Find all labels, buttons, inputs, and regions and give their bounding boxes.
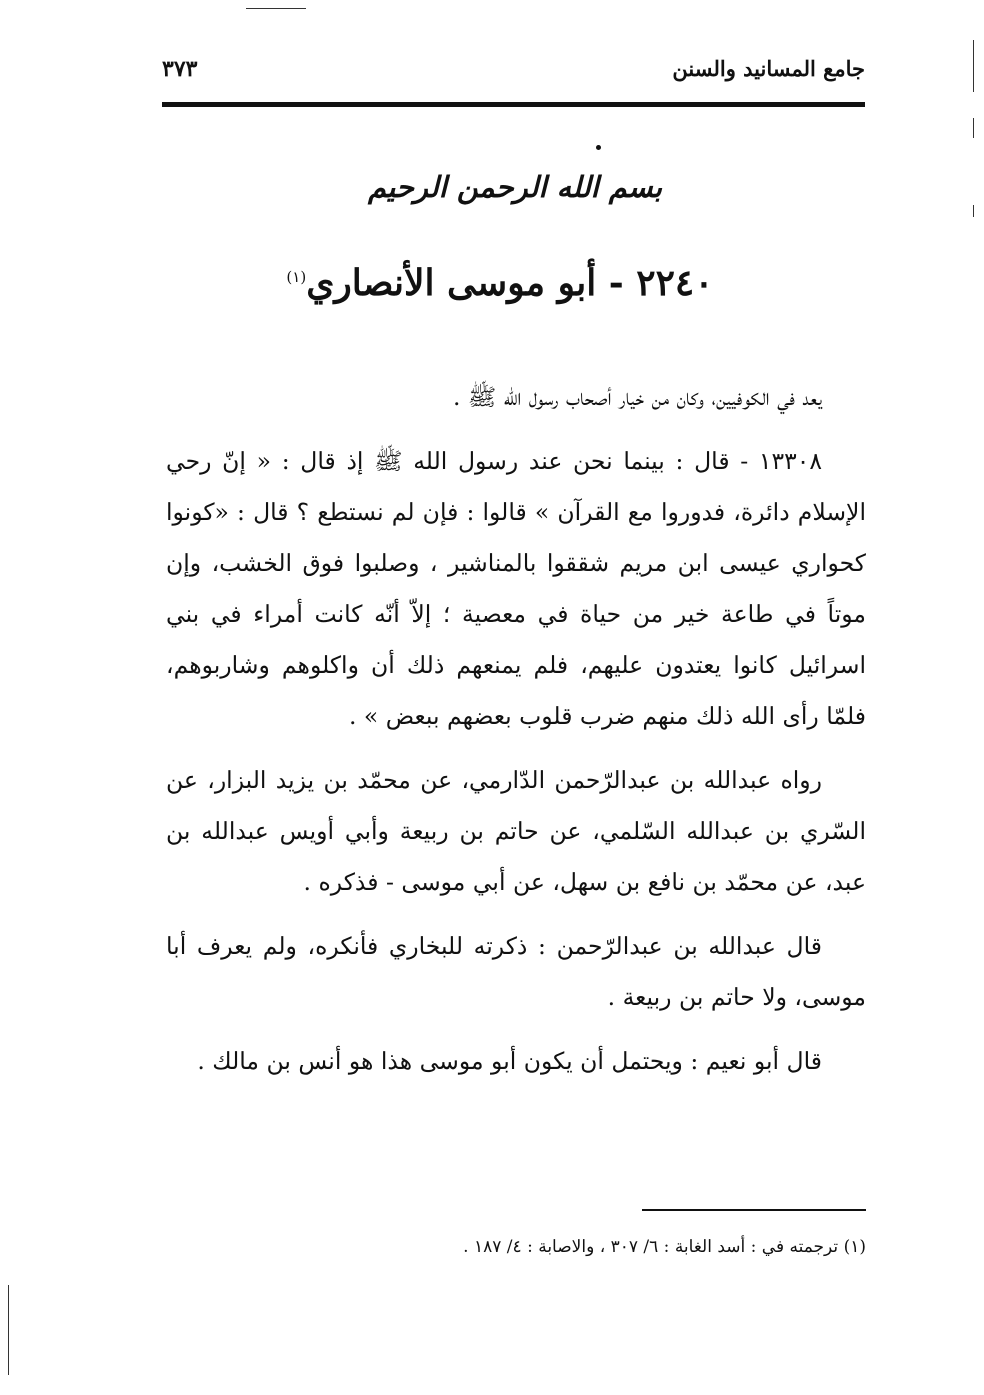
footnote-reference: (١) — [286, 268, 307, 286]
scan-edge-mark — [973, 205, 974, 217]
paragraph-note: قال أبو نعيم : ويحتمل أن يكون أبو موسى هذا هو أنس بن مالك . — [197, 1047, 822, 1075]
paragraph-hadith: ١٣٣٠٨ - قال : بينما نحن عند رسول الله ﷺ إذ قال : « إنّ رحي الإسلام دائرة، فدوروا مع القرآن » قالوا : فإن لم نستطع ؟ قال : «كونوا كحواري عيسى ابن مريم شققوا بالمناشير ، وصلبوا فوق الخشب، وإن موتاً في طاعة خير من حياة في معصية ؛ إلاّ أنّه كانت أمراء في بني اسرائيل كانوا يعتدون عليهم، فلم يمنعهم ذلك أن واكلوهم وشاربوهم، فلمّا رأى الله ذلك منهم ضرب قلوب بعضهم ببعض » . — [166, 447, 866, 730]
footnote-rule — [642, 1209, 866, 1211]
scan-edge-mark — [973, 40, 974, 92]
body-text — [166, 372, 866, 1100]
scan-edge-mark — [973, 118, 974, 138]
scan-edge-mark — [8, 1285, 9, 1375]
running-title: جامع المسانيد والسنن — [672, 56, 865, 81]
header-rule — [162, 102, 865, 107]
page-number: ٣٧٣ — [162, 56, 198, 82]
paragraph-intro: يعد في الكوفيين، وكان من خيار أصحاب رسول الله ﷺ . — [452, 383, 822, 411]
ornament-dot — [596, 145, 601, 150]
page-header — [162, 52, 865, 96]
basmala: بسم الله الرحمن الرحيم — [367, 170, 663, 204]
paragraph-isnad: رواه عبدالله بن عبدالرّحمن الدّارمي، عن محمّد بن يزيد البزار، عن السّري بن عبدالله السّلمي، عن حاتم بن ربيعة وأبي أويس عبدالله بن عبد، عن محمّد بن نافع بن سهل، عن أبي موسى - فذكره . — [166, 766, 866, 896]
paragraph-comment: قال عبدالله بن عبدالرّحمن : ذكرته للبخاري فأنكره، ولم يعرف أبا موسى، ولا حاتم بن ربيعة . — [166, 932, 866, 1011]
entry-title-text: ٢٢٤٠ - أبو موسى الأنصاري — [306, 262, 714, 304]
footnote: (١) ترجمته في : أسد الغابة : ٦/ ٣٠٧ ، والاصابة : ٤/ ١٨٧ . — [463, 1237, 866, 1257]
scan-edge-mark — [246, 8, 306, 9]
entry-title — [260, 262, 740, 304]
